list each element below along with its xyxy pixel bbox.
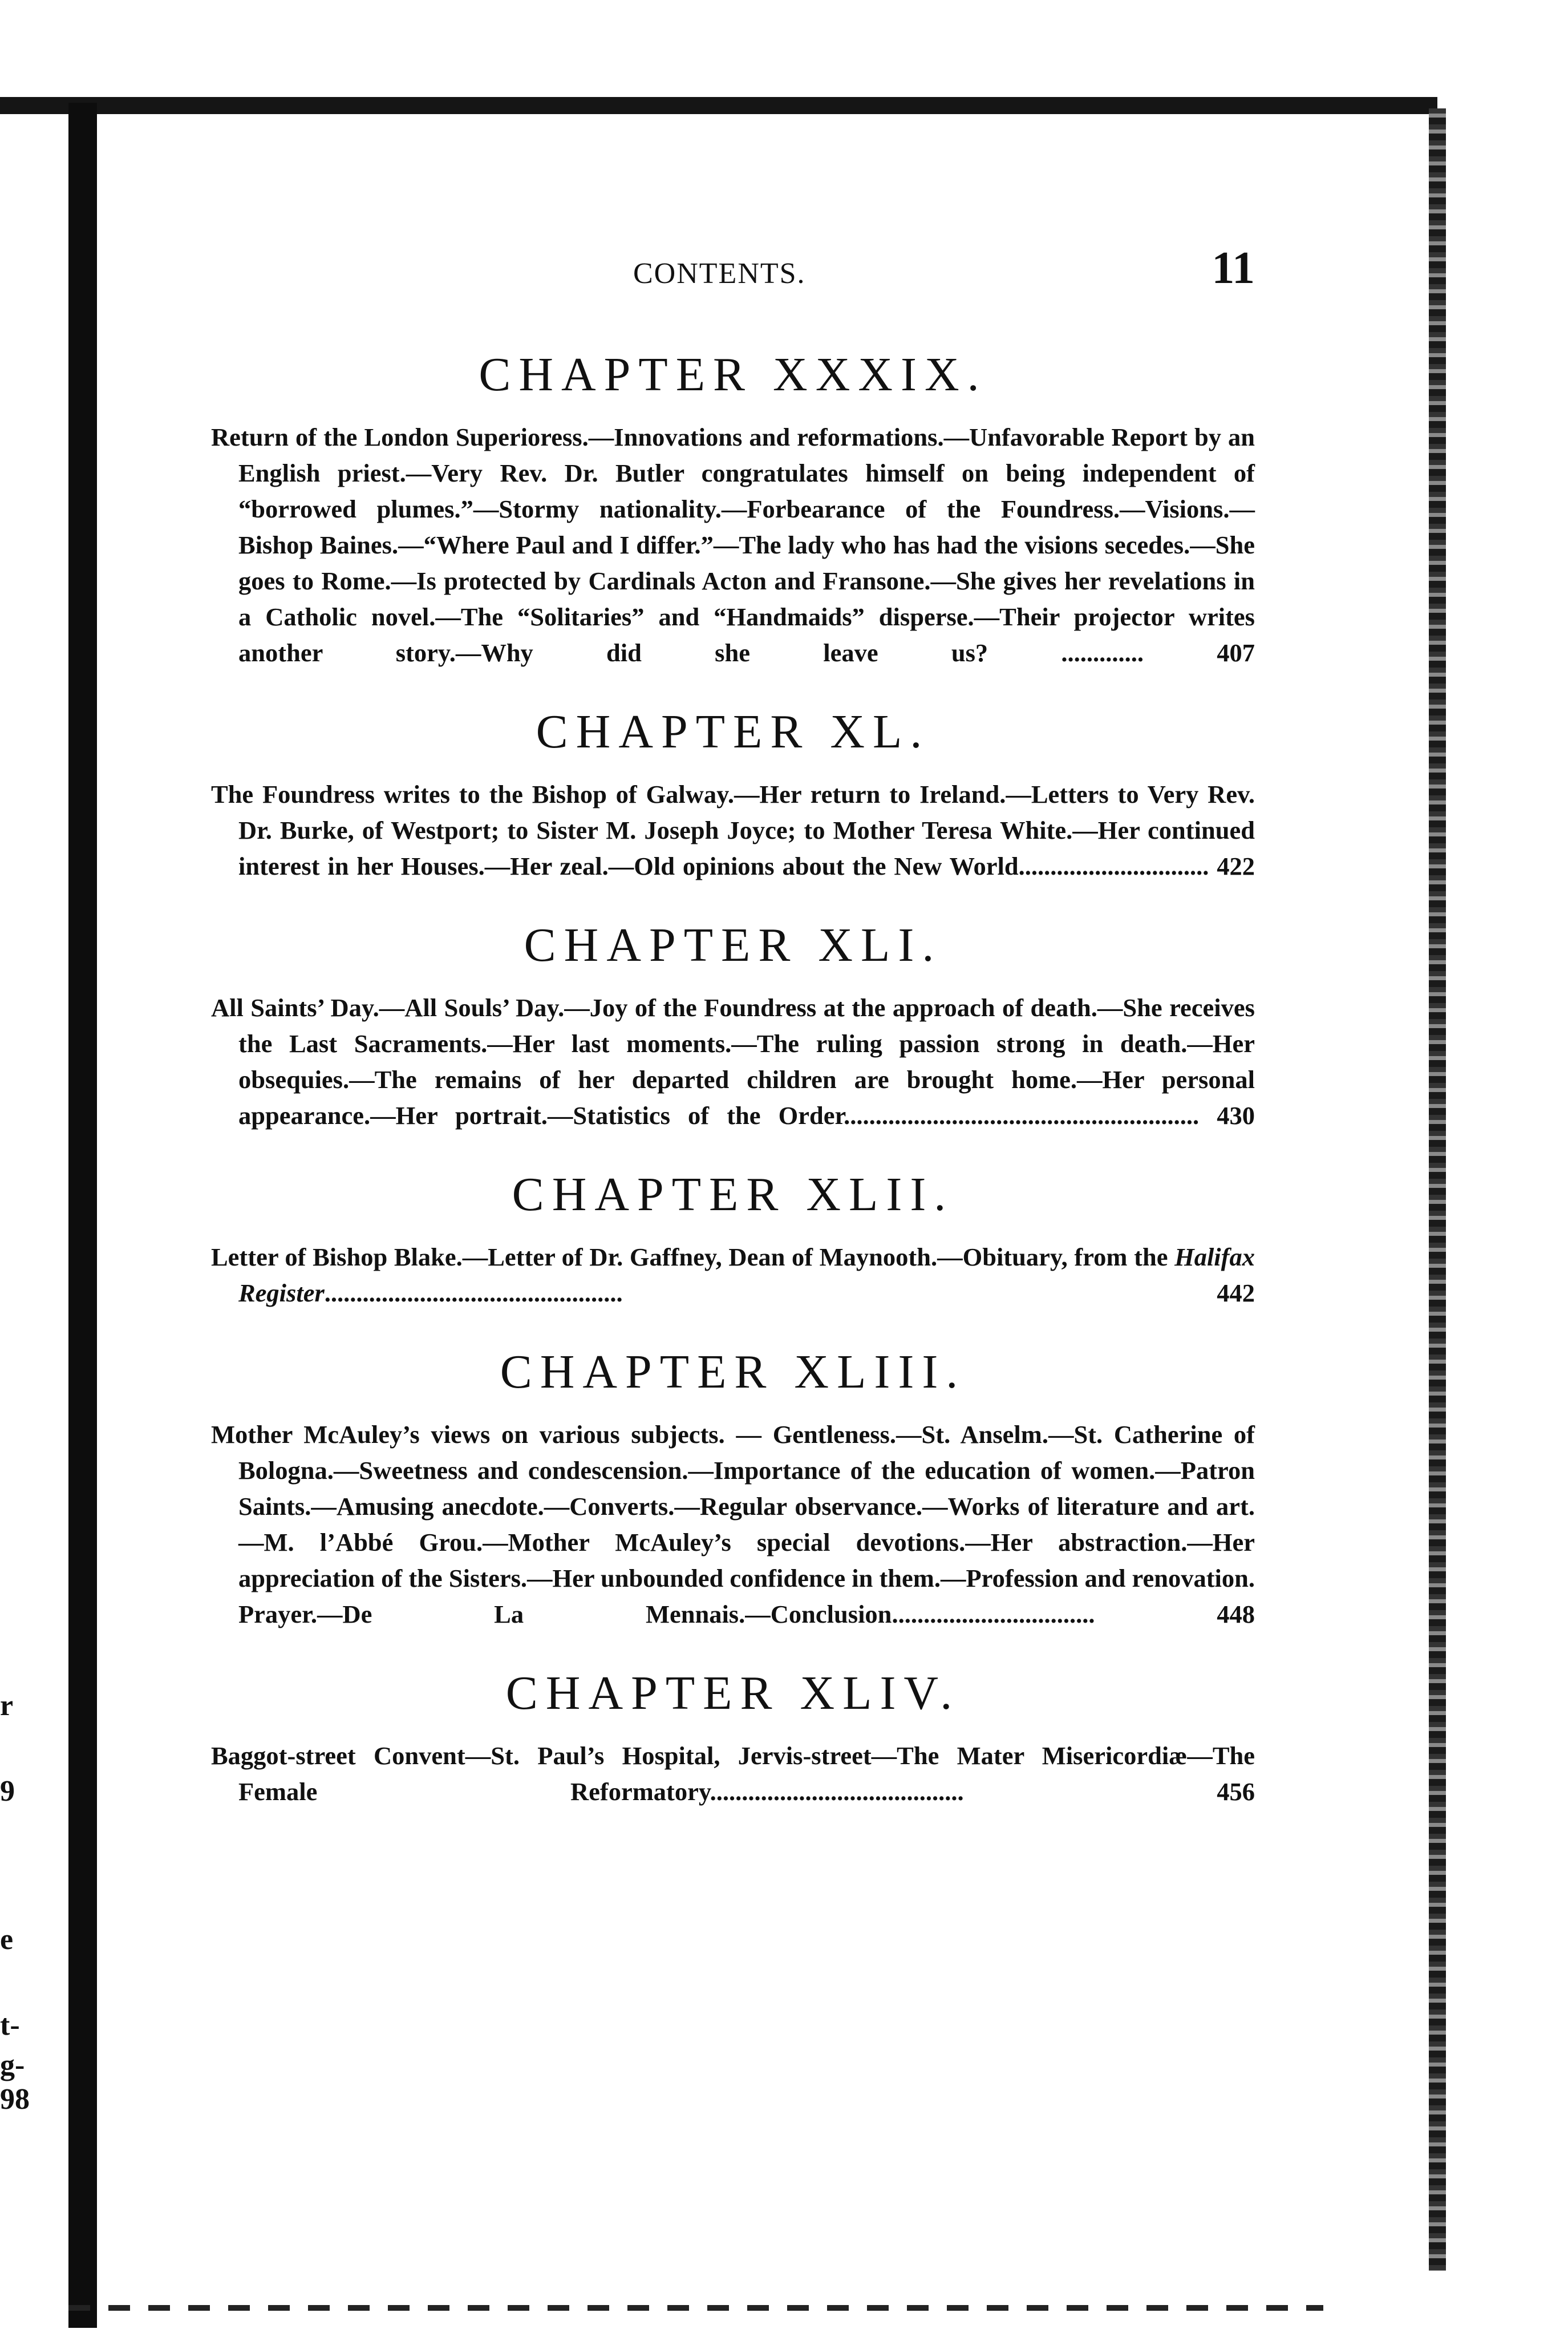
summary-text: All Saints’ Day.—All Souls’ Day.—Joy of the Foundress at the approach of death.—She receives the Last Sacraments.—Her last moments.—The ruling passion strong in death.—Her obsequies.—The remains of her departed children are brought home.—Her personal appearance.—Her portrait.—Statistics of the Order <box>211 993 1255 1130</box>
fragment: t- <box>0 2009 20 2041</box>
fragment: g- <box>0 2049 25 2081</box>
chapter-entry <box>211 704 1255 884</box>
chapter-summary: Letter of Bishop Blake.—Letter of Dr. Gaffney, Dean of Maynooth.—Obituary, from the Halifax Register............................................... 442 <box>211 1243 1255 1307</box>
page-reference: 430 <box>1217 1101 1255 1130</box>
chapter-entry <box>211 1665 1255 1810</box>
previous-page-fragments <box>0 0 57 2329</box>
contents-page <box>211 228 1255 1810</box>
scan-right-edge <box>1429 108 1446 2271</box>
chapter-title: CHAPTER XL. <box>536 705 930 758</box>
fragment: 98 <box>0 2083 30 2116</box>
chapter-entry <box>211 1167 1255 1311</box>
scan-binding-shadow <box>68 103 97 2328</box>
page-number: 11 <box>1212 243 1255 293</box>
page-reference: 407 <box>1217 638 1255 667</box>
fragment: r <box>0 1689 14 1722</box>
chapter-title: CHAPTER XLI. <box>524 919 942 972</box>
page-reference: 422 <box>1217 852 1255 880</box>
chapter-entry <box>211 347 1255 671</box>
chapter-title: CHAPTER XXXIX. <box>479 348 987 401</box>
chapter-summary: All Saints’ Day.—All Souls’ Day.—Joy of the Foundress at the approach of death.—She receives the Last Sacraments.—Her last moments.—The ruling passion strong in death.—Her obsequies.—The remains of her departed children are brought home.—Her personal appearance.—Her portrait.—Statistics of the Order........................................................ 430 <box>211 993 1255 1130</box>
chapter-summary: Baggot-street Convent—St. Paul’s Hospital, Jervis-street—The Mater Misericordiæ—The Female Reformatory........................................ 456 <box>211 1741 1255 1806</box>
page-reference: 448 <box>1217 1600 1255 1628</box>
summary-text: Mother McAuley’s views on various subjects. — Gentleness.—St. Anselm.—St. Catherine of Bologna.—Sweetness and condescension.—Importance of the education of women.—Patron Saints.—Amusing anecdote.—Converts.—Regular observance.—Works of literature and art.—M. l’Abbé Grou.—Mother McAuley’s special devotions.—Her abstraction.—Her appreciation of the Sisters.—Her unbounded confidence in them.—Profession and renovation. Prayer.—De La Mennais.—Conclusion <box>211 1420 1255 1628</box>
chapter-title: CHAPTER XLII. <box>512 1168 954 1221</box>
chapter-entry <box>211 1344 1255 1632</box>
scan-bottom-border <box>68 2305 1323 2311</box>
summary-text: Letter of Bishop Blake.—Letter of Dr. Gaffney, Dean of Maynooth.—Obituary, from the <box>211 1243 1175 1271</box>
chapter-entry <box>211 917 1255 1134</box>
italic-title: Halifax Register <box>238 1243 1255 1307</box>
chapter-summary: Mother McAuley’s views on various subjects. — Gentleness.—St. Anselm.—St. Catherine of Bologna.—Sweetness and condescension.—Importance of the education of women.—Patron Saints.—Amusing anecdote.—Converts.—Regular observance.—Works of literature and art.—M. l’Abbé Grou.—Mother McAuley’s special devotions.—Her abstraction.—Her appreciation of the Sisters.—Her unbounded confidence in them.—Profession and renovation. Prayer.—De La Mennais.—Conclusion................................ 448 <box>211 1420 1255 1628</box>
page-reference: 442 <box>1217 1279 1255 1307</box>
fragment: 9 <box>0 1775 15 1808</box>
summary-text: The Foundress writes to the Bishop of Galway.—Her return to Ireland.—Letters to Very Rev. Dr. Burke, of Westport; to Sister M. Joseph Joyce; to Mother Teresa White.—Her continued interest in her Houses.—Her zeal.—Old opinions about the New World <box>211 780 1255 880</box>
summary-text: Return of the London Superioress.—Innovations and reformations.—Unfavorable Report by an English priest.—Very Rev. Dr. Butler congratulates himself on being independent of “borrowed plumes.”—Stormy nationality.—Forbearance of the Foundress.—Visions.—Bishop Baines.—“Where Paul and I differ.”—The lady who has had the visions secedes.—She goes to Rome.—Is protected by Cardinals Acton and Fransone.—She gives her revelations in a Catholic novel.—The “Solitaries” and “Handmaids” disperse.—Their projector writes another story.—Why did she leave us? <box>211 423 1255 667</box>
fragment: e <box>0 1923 14 1956</box>
scan-top-border <box>0 97 1437 114</box>
chapter-summary: The Foundress writes to the Bishop of Galway.—Her return to Ireland.—Letters to Very Rev. Dr. Burke, of Westport; to Sister M. Joseph Joyce; to Mother Teresa White.—Her continued interest in her Houses.—Her zeal.—Old opinions about the New World.............................. 422 <box>211 780 1255 880</box>
chapter-title: CHAPTER XLIV. <box>505 1667 961 1720</box>
page-reference: 456 <box>1217 1777 1255 1806</box>
page-header <box>211 228 1255 314</box>
running-head: CONTENTS. <box>633 257 806 290</box>
chapter-summary: Return of the London Superioress.—Innovations and reformations.—Unfavorable Report by an English priest.—Very Rev. Dr. Butler congratulates himself on being independent of “borrowed plumes.”—Stormy nationality.—Forbearance of the Foundress.—Visions.—Bishop Baines.—“Where Paul and I differ.”—The lady who has had the visions secedes.—She goes to Rome.—Is protected by Cardinals Acton and Fransone.—She gives her revelations in a Catholic novel.—The “Solitaries” and “Handmaids” disperse.—Their projector writes another story.—Why did she leave us? ............. 407 <box>211 423 1255 667</box>
summary-text: Baggot-street Convent—St. Paul’s Hospital, Jervis-street—The Mater Misericordiæ—The Female Reformatory <box>211 1741 1255 1806</box>
chapter-title: CHAPTER XLIII. <box>500 1345 966 1398</box>
